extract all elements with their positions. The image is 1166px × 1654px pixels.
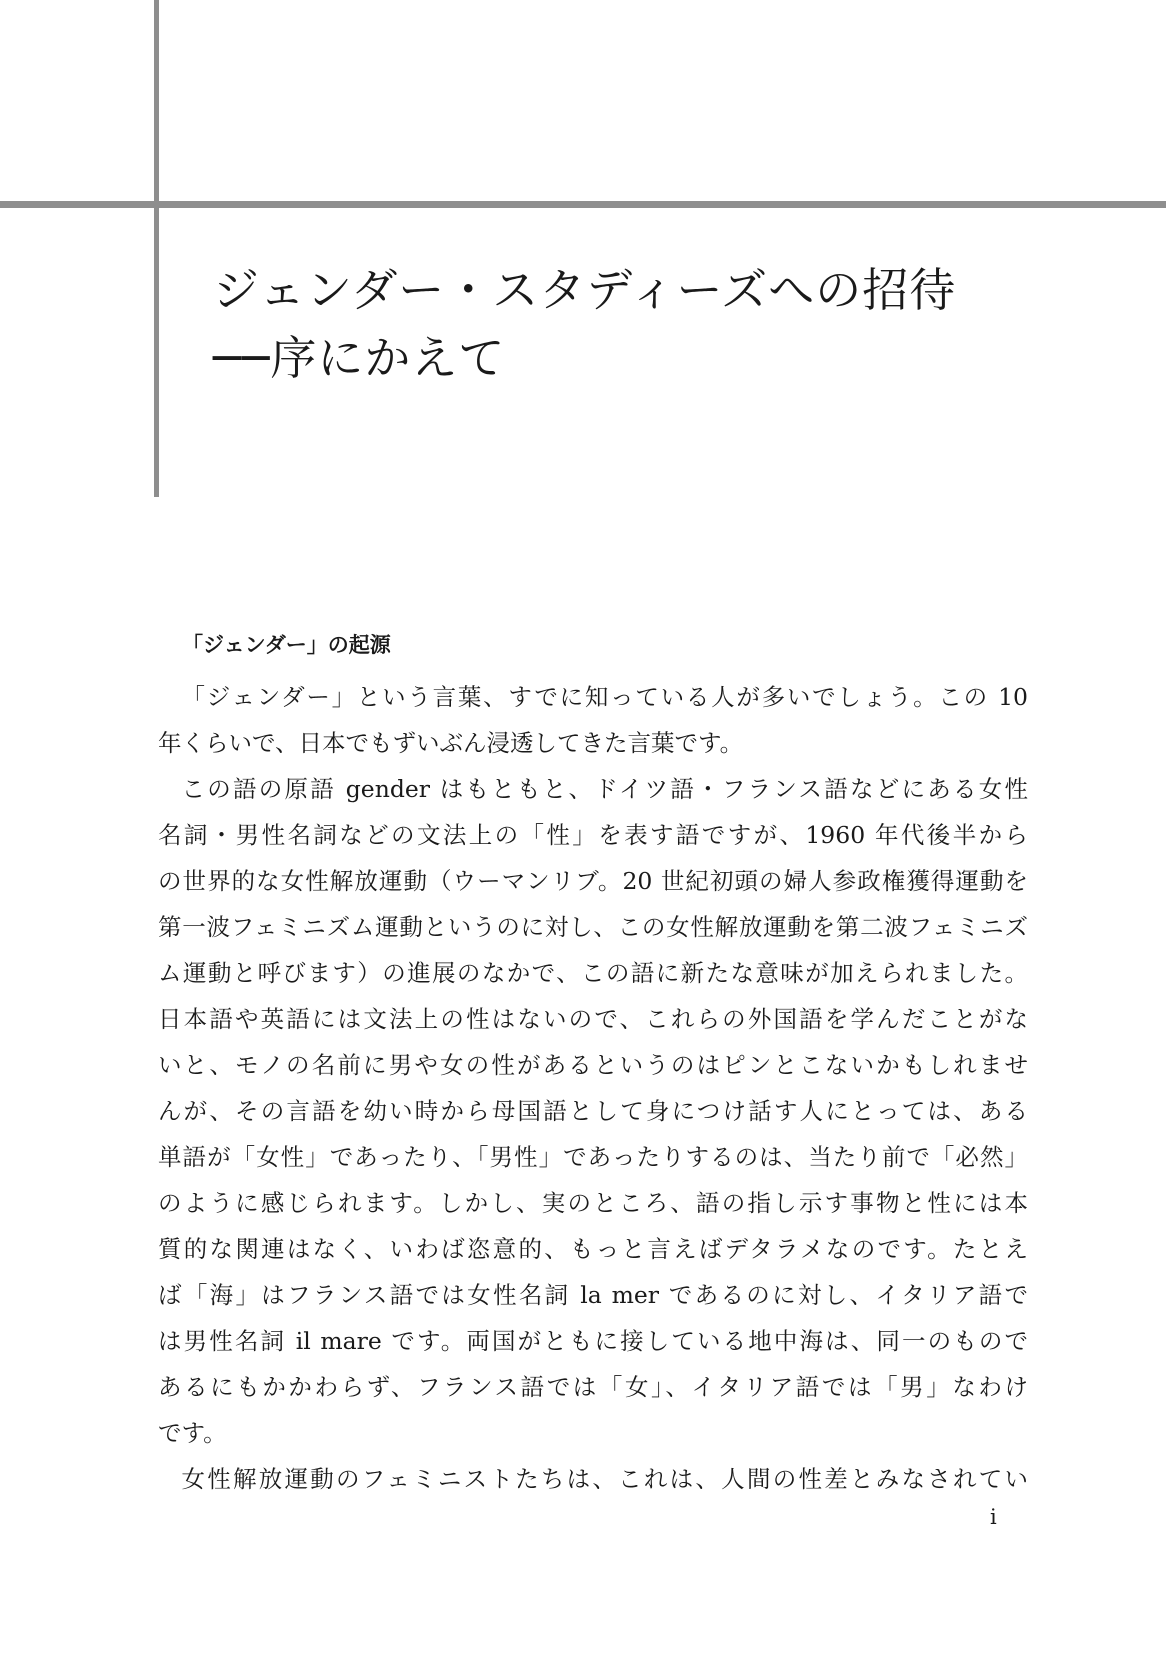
body-line: 女性解放運動のフェミニストたちは、これは、人間の性差とみなされてい <box>181 1465 1028 1493</box>
body-line: あるにもかかわらず、フランス語では「女」、イタリア語では「男」なわけ <box>158 1373 1028 1401</box>
body-line: ば「海」はフランス語では女性名詞 la mer であるのに対し、イタリア語で <box>158 1281 1028 1309</box>
body-line: いと、モノの名前に男や女の性があるというのはピンとこないかもしれませ <box>158 1051 1028 1079</box>
body-line: 名詞・男性名詞などの文法上の「性」を表す語ですが、1960 年代後半から <box>158 821 1028 849</box>
body-line: ム運動と呼びます）の進展のなかで、この語に新たな意味が加えられました。 <box>158 959 1028 987</box>
page-number: i <box>990 1505 997 1529</box>
body-line: です。 <box>158 1419 227 1447</box>
body-line: のように感じられます。しかし、実のところ、語の指し示す事物と性には本 <box>158 1189 1028 1217</box>
body-line: この語の原語 gender はもともと、ドイツ語・フランス語などにある女性 <box>181 775 1028 803</box>
body-line: は男性名詞 il mare です。両国がともに接している地中海は、同一のもので <box>158 1327 1028 1355</box>
chapter-subtitle: ──序にかえて <box>213 331 506 385</box>
section-heading: 「ジェンダー」の起源 <box>182 633 391 657</box>
body-line: 単語が「女性」であったり、「男性」であったりするのは、当たり前で「必然」 <box>158 1143 1028 1171</box>
body-line: 年くらいで、日本でもずいぶん浸透してきた言葉です。 <box>158 729 744 757</box>
body-line: 日本語や英語には文法上の性はないので、これらの外国語を学んだことがな <box>158 1005 1028 1033</box>
body-line: 第一波フェミニズム運動というのに対し、この女性解放運動を第二波フェミニズ <box>158 913 1028 941</box>
chapter-title-line-1: ジェンダー・スタディーズへの招待 <box>213 263 957 317</box>
chapter-title <box>213 256 1113 392</box>
body-text <box>158 674 1028 1502</box>
body-line: の世界的な女性解放運動（ウーマンリブ。20 世紀初頭の婦人参政権獲得運動を <box>158 867 1028 895</box>
body-line: んが、その言語を幼い時から母国語として身につけ話す人にとっては、ある <box>158 1097 1028 1125</box>
body-line: 「ジェンダー」という言葉、すでに知っている人が多いでしょう。この 10 <box>181 683 1028 711</box>
horizontal-rule <box>0 201 1166 208</box>
body-line: 質的な関連はなく、いわば恣意的、もっと言えばデタラメなのです。たとえ <box>158 1235 1028 1263</box>
vertical-rule <box>154 0 159 497</box>
